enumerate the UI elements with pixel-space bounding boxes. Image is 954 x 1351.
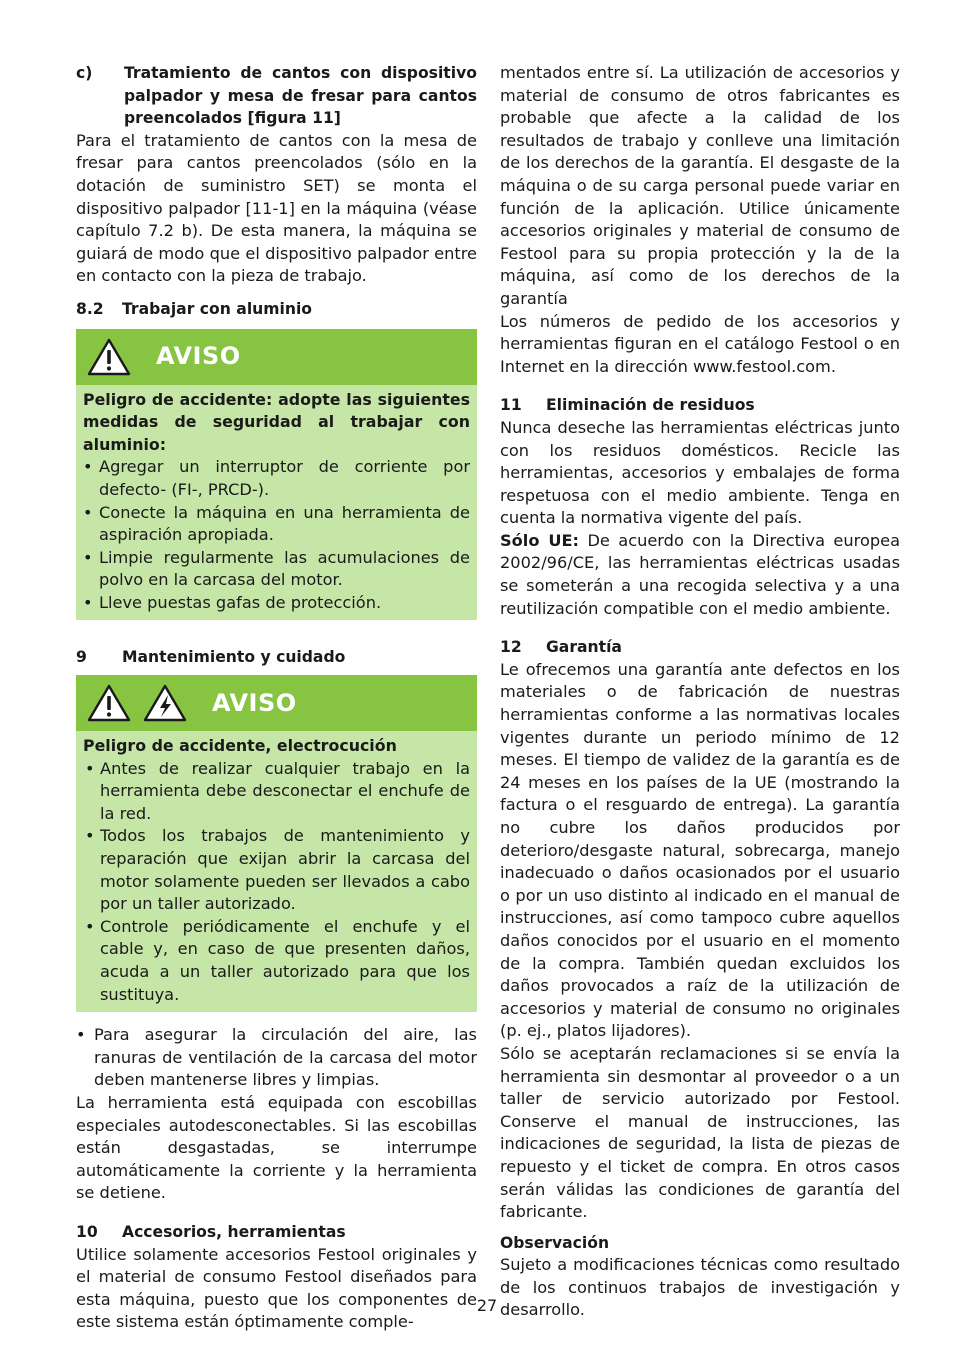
section-10-continued: mentados entre sí. La utilización de accesorios y material de consumo de otros fabricantes es probable que afecte a la calidad de los resultados de trabajo y conlleve una limitación de los derechos de la garantía. El desgaste de la máquina o de su carga personal puede variar en función de la aplicación. Utilice únicamente accesorios originales y material de consumo de Festool para su propia protección y la de la máquina, así como de los derechos de la garantía	[500, 63, 900, 308]
section-number: 8.2	[76, 299, 104, 318]
warning-box-aluminium	[76, 329, 477, 621]
observation-title: Observación	[500, 1233, 610, 1252]
section-11-heading	[500, 394, 900, 417]
section-title: Mantenimiento y cuidado	[122, 648, 346, 667]
section-title: Garantía	[546, 638, 622, 657]
section-c-heading	[76, 62, 477, 130]
warning-header	[76, 329, 477, 385]
warning-triangle-icon	[86, 683, 132, 723]
warning-item: • Controle periódicamente el enchufe y el cable y, en caso de que presenten daños, acuda a un taller autorizado para que los sustituya.	[83, 916, 470, 1006]
section-number: 11	[500, 396, 522, 415]
section-11-body: Nunca deseche las herramientas eléctricas junto con los residuos domésticos. Recicle las herramientas, accesorios y embalajes de forma respetuosa con el medio ambiente. Tenga en cuenta la normativa vigente del país.	[500, 417, 900, 528]
eu-body: De acuerdo con la Directiva europea 2002/96/CE, las herramientas eléctricas usadas se someterán a una recogida selectiva y a una reutilización compatible con el medio ambiente.	[500, 530, 901, 618]
section-10-order-numbers: Los números de pedido de los accesorios y herramientas figuran en el catálogo Festool o en Internet en la dirección www.festool.com.	[500, 311, 900, 376]
section-number: 10	[76, 1222, 98, 1241]
section-title: Eliminación de residuos	[546, 396, 755, 415]
section-8-2-heading	[76, 298, 477, 321]
section-10-heading	[76, 1221, 477, 1244]
section-9-body: La herramienta está equipada con escobillas especiales autodesconectables. Si las escobillas están desgastadas, se interrumpe automáticamente la corriente y la herramienta se detiene.	[76, 1092, 477, 1203]
section-9-heading	[76, 646, 477, 669]
section-12-heading	[500, 636, 900, 659]
warning-item: • Antes de realizar cualquier trabajo en la herramienta debe desconectar el enchufe de la red.	[83, 758, 470, 826]
eu-label: Sólo UE:	[500, 530, 580, 550]
section-title: Trabajar con aluminio	[122, 299, 313, 318]
warning-item: • Todos los trabajos de mantenimiento y reparación que exijan abrir la carcasa del motor solamente pueden ser llevados a cabo por un taller autorizado.	[83, 825, 470, 915]
page-number: 27	[476, 1296, 498, 1315]
warning-title: AVISO	[212, 688, 297, 717]
section-c-label: c)	[76, 64, 93, 82]
section-12-body-2: Sólo se aceptarán reclamaciones si se envía la herramienta sin desmontar al proveedor o a un taller de servicio autorizado por Festool. Conserve el manual de instrucciones, las indicaciones de seguridad, la lista de piezas de repuesto y el ticket de compra. En otros casos serán válidas las condiciones de garantía del fabricante.	[500, 1043, 900, 1222]
section-11-eu-note	[500, 530, 900, 620]
section-12-body-1: Le ofrecemos una garantía ante defectos en los materiales o de fabricación de nuestras herramientas conforme a las normativas locales vigentes durante un periodo mínimo de 12 meses. El tiempo de validez de la garantía es de 24 meses en los países de la UE (mostrando la factura o el resguardo de entrega). La garantía no cubre los daños producidos por deterioro/desgaste natural, sobrecarga, manejo inadecuado o daños ocasionados por el usuario o por un uso distinto al indicado en el manual de instrucciones, así como tampoco cubre aquellos daños conocidos por el usuario en el momento de la compra. También quedan excluidos los daños provocados a raíz de la utilización de accesorios y material de consumo no originales (p. ej., platos lijadores).	[500, 659, 900, 1041]
observation-body: Sujeto a modificaciones técnicas como resultado de los continuos trabajos de investigación y desarrollo.	[500, 1255, 900, 1320]
warning-item: • Lleve puestas gafas de protección.	[83, 592, 470, 615]
ventilation-bullet: • Para asegurar la circulación del aire, las ranuras de ventilación de la carcasa del motor deben mantenerse libres y limpias.	[76, 1024, 477, 1092]
warning-title: AVISO	[156, 342, 241, 371]
section-number: 9	[76, 648, 87, 667]
warning-item: • Conecte la máquina en una herramienta de aspiración apropiada.	[83, 502, 470, 547]
section-title: Accesorios, herramientas	[122, 1222, 346, 1241]
observation-heading	[500, 1232, 900, 1255]
warning-lead: Peligro de accidente: adopte las siguientes medidas de seguridad al trabajar con aluminio:	[83, 389, 470, 454]
warning-item: • Limpie regularmente las acumulaciones de polvo en la carcasa del motor.	[83, 547, 470, 592]
section-c-title: Tratamiento de cantos con dispositivo palpador y mesa de fresar para cantos preencolados [figura 11]	[124, 64, 477, 128]
electric-hazard-icon	[142, 683, 188, 723]
section-10-body: Utilice solamente accesorios Festool originales y el material de consumo Festool diseñados para esta máquina, puesto que los componentes de este sistema están óptimamente comple-	[76, 1244, 477, 1332]
warning-lead: Peligro de accidente, electrocución	[83, 736, 397, 756]
warning-box-maintenance	[76, 675, 477, 1012]
warning-header	[76, 675, 477, 731]
section-number: 12	[500, 638, 522, 657]
warning-triangle-icon	[86, 337, 132, 377]
right-column	[500, 62, 900, 1322]
section-c-body: Para el tratamiento de cantos con la mesa de fresar para cantos preencolados (sólo en la dotación de suministro SET) se monta el dispositivo palpador [11-1] en la máquina (véase capítulo 7.2 b). De esta manera, la máquina se guiará de modo que el dispositivo palpador entre en contacto con la pieza de trabajo.	[76, 130, 477, 286]
left-column	[76, 62, 477, 1334]
warning-item: • Agregar un interruptor de corriente por defecto- (FI-, PRCD-).	[83, 456, 470, 501]
